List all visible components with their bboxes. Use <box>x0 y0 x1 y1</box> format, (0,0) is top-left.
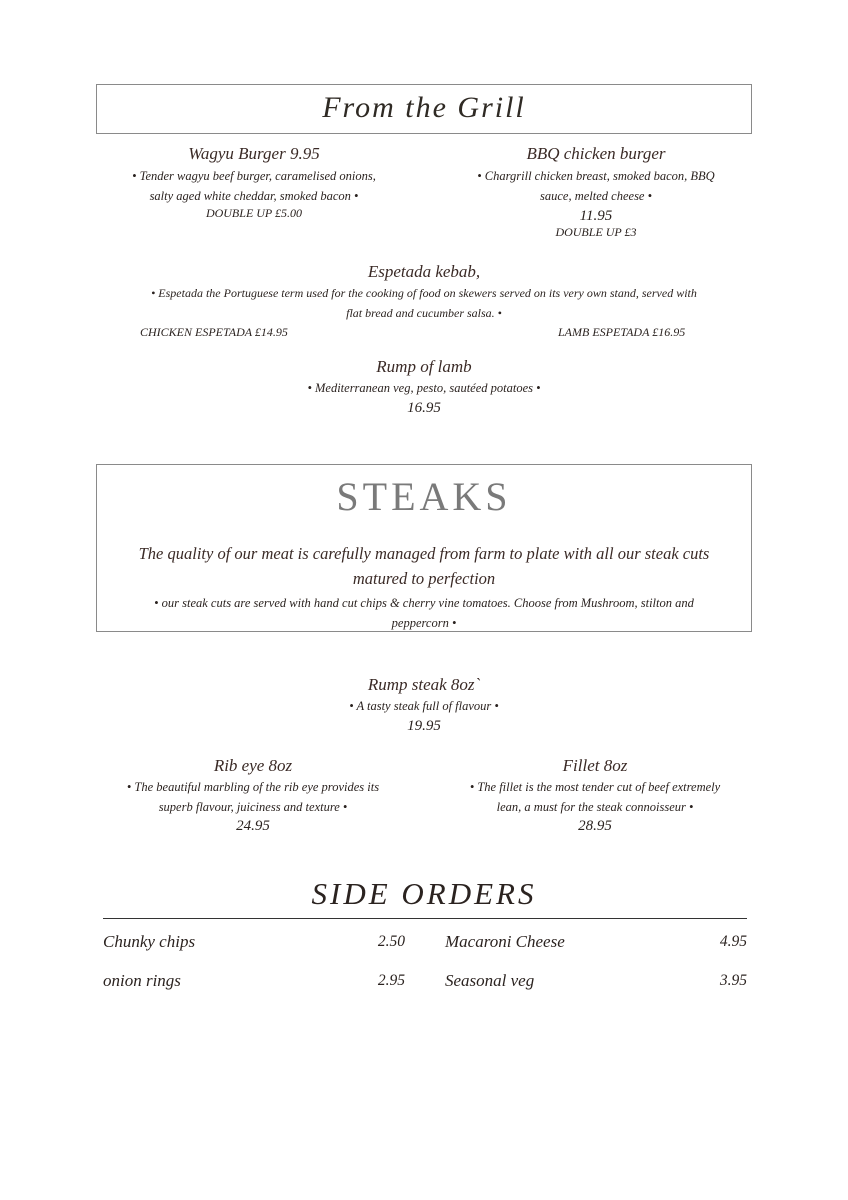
item-description: • A tasty steak full of flavour • <box>349 699 499 713</box>
menu-item-fillet <box>440 756 750 835</box>
item-price: 19.95 <box>407 718 441 734</box>
side-orders-title: SIDE ORDERS <box>311 876 537 911</box>
steaks-note: • our steak cuts are served with hand cut chips & cherry vine tomatoes. Choose from Mushroom, stilton and <box>154 596 694 610</box>
item-price: 11.95 <box>579 208 613 224</box>
side-item-name: Macaroni Cheese <box>445 932 565 951</box>
item-price: 24.95 <box>236 818 270 834</box>
side-item-price: 2.50 <box>377 933 405 950</box>
item-description: flat bread and cucumber salsa. • <box>346 306 502 320</box>
grill-title: From the Grill <box>322 91 526 124</box>
item-price: 28.95 <box>578 818 612 834</box>
item-description: • The fillet is the most tender cut of beef extremely <box>469 780 721 794</box>
item-description: • The beautiful marbling of the rib eye provides its <box>126 780 380 794</box>
steaks-note: peppercorn • <box>391 616 457 630</box>
side-item-name: onion rings <box>103 971 181 990</box>
item-description: • Tender wagyu beef burger, caramelised onions, <box>132 169 376 183</box>
menu-item-rump-of-lamb <box>224 357 624 417</box>
item-name: Espetada kebab, <box>367 262 481 281</box>
side-item-name: Chunky chips <box>103 932 196 951</box>
side-item-name: Seasonal veg <box>445 971 535 990</box>
steaks-intro <box>105 541 743 633</box>
menu-item-espetada <box>100 262 748 323</box>
side-item-price: 3.95 <box>719 972 747 989</box>
steaks-box <box>96 464 752 632</box>
item-description: salty aged white cheddar, smoked bacon • <box>149 189 359 203</box>
item-name: Rump of lamb <box>376 357 472 376</box>
item-description: sauce, melted cheese • <box>540 189 652 203</box>
menu-item-wagyu <box>104 144 404 221</box>
divider <box>103 918 747 919</box>
item-name: Rump steak 8oz` <box>367 675 481 694</box>
item-price: 16.95 <box>407 400 441 416</box>
item-description: • Chargrill chicken breast, smoked bacon, BBQ <box>477 169 715 183</box>
side-item-price: 4.95 <box>719 933 747 950</box>
item-description: superb flavour, juiciness and texture • <box>158 800 348 814</box>
item-description: • Mediterranean veg, pesto, sautéed potatoes • <box>307 381 541 395</box>
item-name: Fillet 8oz <box>562 756 628 775</box>
item-description: • Espetada the Portuguese term used for the cooking of food on skewers served on its very own stand, served with <box>151 286 697 300</box>
item-description: lean, a must for the steak connoisseur • <box>496 800 694 814</box>
item-name: BBQ chicken burger <box>526 144 666 163</box>
steaks-intro-line: The quality of our meat is carefully managed from farm to plate with all our steak cuts <box>138 544 710 563</box>
espetada-chicken-price: CHICKEN ESPETADA £14.95 <box>140 325 288 339</box>
item-name: Rib eye 8oz <box>213 756 293 775</box>
espetada-lamb-price: LAMB ESPETADA £16.95 <box>558 325 686 339</box>
menu-item-rib-eye <box>98 756 408 835</box>
item-extra: DOUBLE UP £3 <box>555 225 637 239</box>
steaks-intro-line: matured to perfection <box>352 569 496 588</box>
menu-item-rump-steak <box>274 675 574 735</box>
menu-item-bbq-chicken <box>446 144 746 240</box>
item-name: Wagyu Burger 9.95 <box>188 144 320 163</box>
side-item-price: 2.95 <box>377 972 405 989</box>
grill-title-box <box>96 84 752 134</box>
steaks-title: STEAKS <box>336 474 512 519</box>
item-extra: DOUBLE UP £5.00 <box>205 206 303 220</box>
